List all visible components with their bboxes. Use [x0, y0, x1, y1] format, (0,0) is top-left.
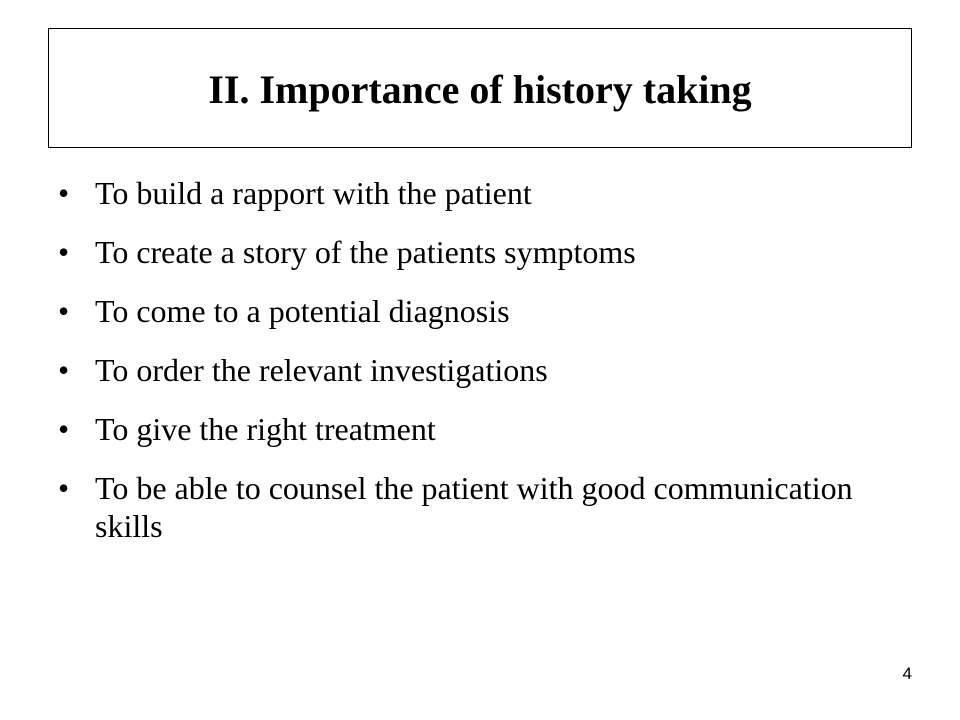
slide-title: II. Importance of history taking	[208, 67, 752, 112]
bullet-item	[58, 469, 918, 545]
page-number: 4	[902, 664, 912, 683]
bullet-icon: •	[58, 175, 70, 211]
bullet-item	[58, 351, 918, 389]
bullet-text: To give the right treatment	[95, 411, 436, 447]
bullet-icon: •	[58, 411, 70, 447]
slide-title-box	[48, 28, 912, 148]
bullet-text: To come to a potential diagnosis	[95, 293, 510, 329]
bullet-text: To create a story of the patients symptoms	[95, 234, 636, 270]
bullet-item	[58, 233, 918, 271]
bullet-item	[58, 174, 918, 212]
bullet-icon: •	[58, 293, 70, 329]
bullet-item	[58, 410, 918, 448]
bullet-icon: •	[58, 352, 70, 388]
bullet-list	[58, 174, 918, 545]
bullet-icon: •	[58, 234, 70, 270]
bullet-text: To build a rapport with the patient	[95, 175, 532, 211]
bullet-text: To be able to counsel the patient with good communication skills	[95, 470, 869, 544]
bullet-text: To order the relevant investigations	[95, 352, 548, 388]
bullet-item	[58, 292, 918, 330]
bullet-icon: •	[58, 470, 70, 506]
